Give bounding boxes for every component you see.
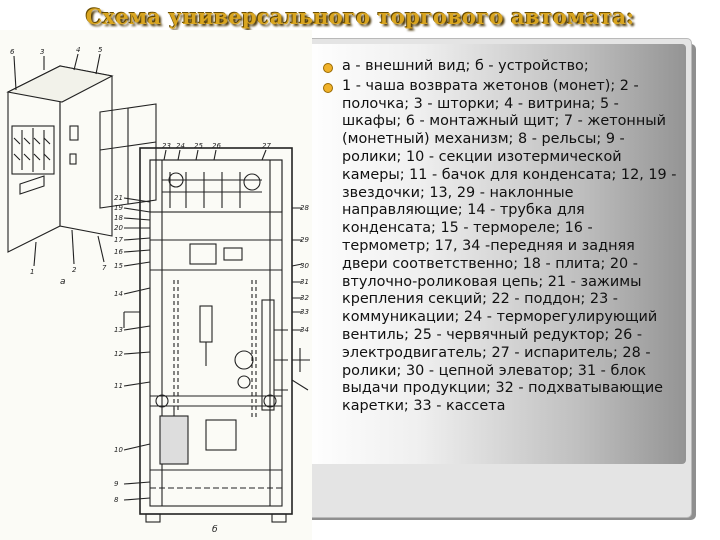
callout-b-18: 18 [114,214,123,222]
slide-title: Схема универсального торгового автомата: [85,4,635,29]
callout-b-21: 21 [114,194,123,202]
callout-b-20: 20 [114,224,123,232]
motor [160,416,188,464]
coin-tray [20,176,44,194]
callout-b-19: 19 [114,204,123,212]
callout-b-13: 13 [114,326,123,334]
bullet-dot-icon [323,83,333,93]
callout-b-25: 25 [194,142,203,150]
callout-b-10: 10 [114,446,123,454]
callout-b-29: 29 [300,236,309,244]
callout-b-27: 27 [262,142,271,150]
callout-b-14: 14 [114,290,123,298]
vending-machine-drawing [0,30,312,540]
callout-b-12: 12 [114,350,123,358]
callout-a-2: 2 [72,266,77,274]
callout-a-5: 5 [98,46,103,54]
callout-b-32: 32 [300,294,309,302]
callout-a-7: 7 [102,264,107,272]
bullet-text-views: а - внешний вид; б - устройство; [342,58,589,74]
thermometer [200,306,212,342]
schematic-svg [0,30,312,540]
callout-a-6: 6 [10,48,15,56]
callout-b-34: 34 [300,326,309,334]
bullet-item-legend [322,78,682,416]
callout-b-9: 9 [114,480,119,488]
callout-a-3: 3 [40,48,45,56]
bullet-text-legend: 1 - чаша возврата жетонов (монет); 2 - полочка; 3 - шторки; 4 - витрина; 5 - шкафы; 6 - монтажный щит; 7 - жетонный (монетный) механизм; 8 - рельсы; 9 - ролики; 10 - секции изотермической камеры; 11 - бачок для конденсата; 12, 19 - звездочки; 13, 29 - наклонные направляющие; 14 - трубка для конденсата; 15 - термореле; 16 - термометр; 17, 34 -передняя и задняя двери соответственно; 18 - плита; 20 - втулочно-роликовая цепь; 21 - зажимы крепления секций; 22 - поддон; 23 - коммуникации; 24 - терморегулирующий вентиль; 25 - червячный редуктор; 26 - электродвигатель; 27 - испаритель; 28 - ролики; 30 - цепной элеватор; 31 - блок выдачи продукции; 32 - подхватывающие каретки; 33 - кассета [342,77,677,415]
callout-b-33: 33 [300,308,309,316]
figure-label-b: б [212,525,218,535]
callout-b-16: 16 [114,248,123,256]
callout-b-17: 17 [114,236,123,244]
callout-b-23: 23 [162,142,171,150]
bullet-dot-icon [323,63,333,73]
figure-label-a: а [60,277,66,287]
callout-b-26: 26 [212,142,221,150]
callout-b-8: 8 [114,496,119,504]
callout-b-11: 11 [114,382,123,390]
bullet-item-views [322,58,682,76]
callout-a-1: 1 [30,268,35,276]
description-text [322,58,682,418]
callout-b-28: 28 [300,204,309,212]
callout-a-4: 4 [76,46,81,54]
callout-b-30: 30 [300,262,309,270]
callout-b-24: 24 [176,142,185,150]
cassette [262,300,274,410]
callout-b-31: 31 [300,278,309,286]
callout-b-15: 15 [114,262,123,270]
